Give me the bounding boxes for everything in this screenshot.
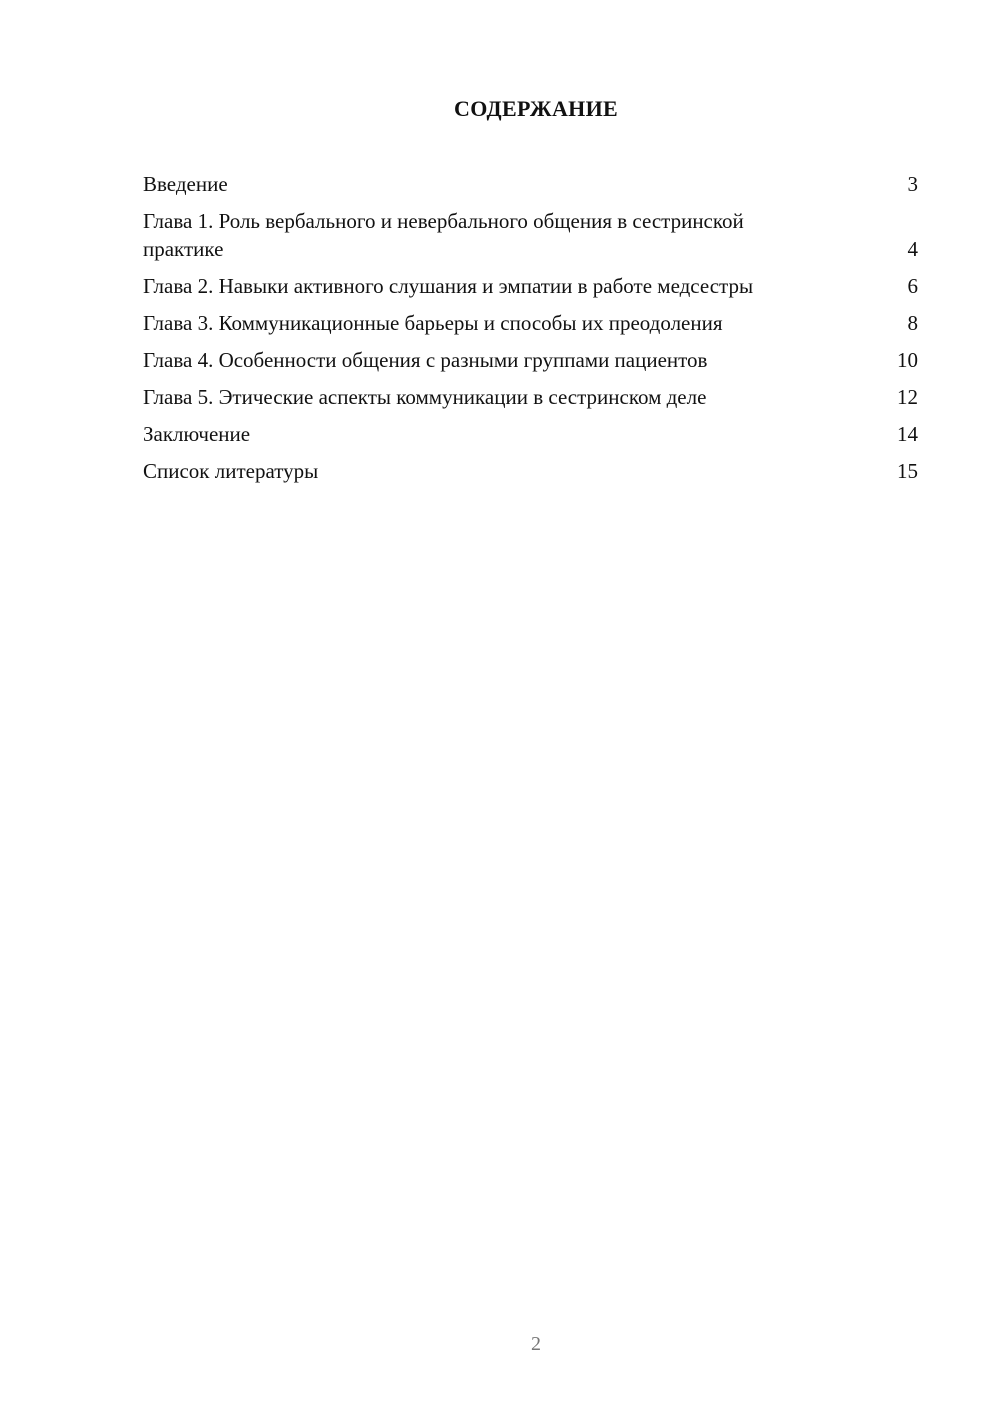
toc-entry-page: 14 [897, 422, 918, 446]
toc-entry-page: 8 [907, 311, 918, 335]
toc-entry-page: 6 [907, 274, 918, 298]
toc-entry-label: Глава 2. Навыки активного слушания и эмпатии в работе медсестры [143, 274, 754, 298]
toc-entry [143, 272, 918, 300]
toc-entry [143, 457, 918, 485]
page-number: 2 [531, 1333, 541, 1355]
toc-entry [143, 420, 918, 448]
table-of-contents [143, 170, 918, 494]
toc-entry [143, 309, 918, 337]
toc-entry-label: Глава 3. Коммуникационные барьеры и способы их преодоления [143, 311, 723, 335]
toc-entry [143, 207, 918, 263]
toc-entry [143, 383, 918, 411]
toc-entry-label: Глава 5. Этические аспекты коммуникации в сестринском деле [143, 385, 707, 409]
toc-entry-page: 15 [897, 459, 918, 483]
toc-entry-page: 10 [897, 348, 918, 372]
toc-entry-page: 12 [897, 385, 918, 409]
toc-entry-label: Список литературы [143, 459, 319, 483]
toc-entry [143, 170, 918, 198]
toc-entry [143, 346, 918, 374]
toc-entry-page: 4 [907, 237, 918, 261]
toc-title: СОДЕРЖАНИЕ [454, 96, 618, 121]
toc-entry-label: Заключение [143, 422, 251, 446]
toc-entry-label: Введение [143, 172, 228, 196]
toc-entry-page: 3 [907, 172, 918, 196]
toc-entry-label: Глава 1. Роль вербального и невербального общения в сестринской практике [143, 209, 744, 261]
toc-entry-label: Глава 4. Особенности общения с разными группами пациентов [143, 348, 708, 372]
